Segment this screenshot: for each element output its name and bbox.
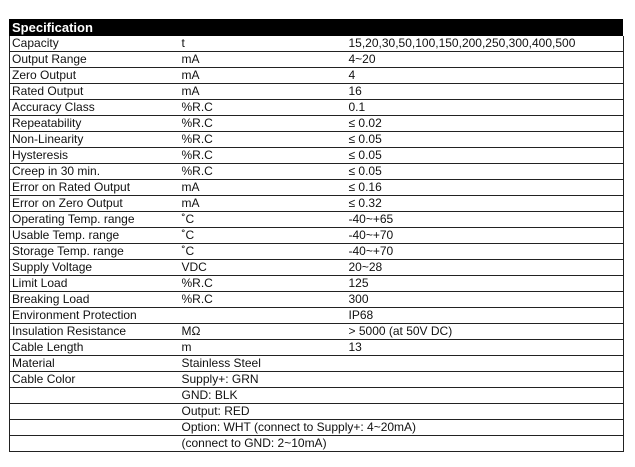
table-row xyxy=(10,68,624,84)
param-name: Output Range xyxy=(10,52,180,68)
param-unit: mA xyxy=(180,196,347,212)
param-name: Accuracy Class xyxy=(10,100,180,116)
param-unit: t xyxy=(180,36,347,52)
param-name: Environment Protection xyxy=(10,308,180,324)
table-row xyxy=(10,132,624,148)
table-row xyxy=(10,388,624,404)
table-row xyxy=(10,420,624,436)
param-unit: ˚C xyxy=(180,228,347,244)
param-unit: mA xyxy=(180,180,347,196)
param-unit: m xyxy=(180,340,347,356)
table-row xyxy=(10,164,624,180)
cable-color-label: Cable Color xyxy=(10,372,180,388)
param-value: IP68 xyxy=(347,308,624,324)
material-label: Material xyxy=(10,356,180,372)
param-name: Error on Zero Output xyxy=(10,196,180,212)
param-value: ≤ 0.32 xyxy=(347,196,624,212)
table-row xyxy=(10,404,624,420)
param-unit: %R.C xyxy=(180,276,347,292)
specification-sheet xyxy=(9,19,623,452)
table-row xyxy=(10,100,624,116)
param-name: Capacity xyxy=(10,36,180,52)
param-unit: %R.C xyxy=(180,164,347,180)
param-value: 4 xyxy=(347,68,624,84)
param-unit: VDC xyxy=(180,260,347,276)
table-row xyxy=(10,292,624,308)
param-value: ≤ 0.05 xyxy=(347,164,624,180)
param-value: ≤ 0.16 xyxy=(347,180,624,196)
table-row xyxy=(10,436,624,452)
param-value: 15,20,30,50,100,150,200,250,300,400,500 xyxy=(347,36,624,52)
param-value: 0.1 xyxy=(347,100,624,116)
table-row xyxy=(10,52,624,68)
param-name: Insulation Resistance xyxy=(10,324,180,340)
param-unit: ˚C xyxy=(180,244,347,260)
param-value: -40~+65 xyxy=(347,212,624,228)
table-row xyxy=(10,340,624,356)
section-title: Specification xyxy=(9,19,623,36)
param-unit: ˚C xyxy=(180,212,347,228)
cable-color-spacer xyxy=(10,420,180,436)
param-name: Creep in 30 min. xyxy=(10,164,180,180)
spec-table xyxy=(9,36,624,452)
spec-table-body xyxy=(10,36,624,452)
param-unit: MΩ xyxy=(180,324,347,340)
table-row xyxy=(10,212,624,228)
cable-color-spacer xyxy=(10,388,180,404)
param-name: Error on Rated Output xyxy=(10,180,180,196)
param-value: -40~+70 xyxy=(347,228,624,244)
param-unit: %R.C xyxy=(180,292,347,308)
table-row xyxy=(10,180,624,196)
param-name: Supply Voltage xyxy=(10,260,180,276)
table-row xyxy=(10,308,624,324)
cable-color-line: Supply+: GRN xyxy=(180,372,624,388)
param-unit: mA xyxy=(180,84,347,100)
param-value: 16 xyxy=(347,84,624,100)
table-row xyxy=(10,324,624,340)
param-name: Rated Output xyxy=(10,84,180,100)
param-name: Limit Load xyxy=(10,276,180,292)
table-row xyxy=(10,260,624,276)
param-name: Zero Output xyxy=(10,68,180,84)
param-unit: mA xyxy=(180,68,347,84)
cable-color-line: GND: BLK xyxy=(180,388,624,404)
param-unit: %R.C xyxy=(180,100,347,116)
param-value: 13 xyxy=(347,340,624,356)
table-row xyxy=(10,372,624,388)
param-unit: %R.C xyxy=(180,132,347,148)
cable-color-line: (connect to GND: 2~10mA) xyxy=(180,436,624,452)
param-name: Usable Temp. range xyxy=(10,228,180,244)
param-name: Operating Temp. range xyxy=(10,212,180,228)
param-name: Hysteresis xyxy=(10,148,180,164)
table-row xyxy=(10,228,624,244)
param-value: -40~+70 xyxy=(347,244,624,260)
param-unit: %R.C xyxy=(180,148,347,164)
param-name: Repeatability xyxy=(10,116,180,132)
param-value: ≤ 0.02 xyxy=(347,116,624,132)
param-name: Non-Linearity xyxy=(10,132,180,148)
cable-color-spacer xyxy=(10,404,180,420)
param-value: 125 xyxy=(347,276,624,292)
param-value: > 5000 (at 50V DC) xyxy=(347,324,624,340)
cable-color-line: Output: RED xyxy=(180,404,624,420)
table-row xyxy=(10,116,624,132)
table-row xyxy=(10,244,624,260)
param-unit: %R.C xyxy=(180,116,347,132)
param-unit xyxy=(180,308,347,324)
table-row xyxy=(10,84,624,100)
param-value: ≤ 0.05 xyxy=(347,132,624,148)
table-row xyxy=(10,276,624,292)
param-name: Storage Temp. range xyxy=(10,244,180,260)
param-name: Cable Length xyxy=(10,340,180,356)
table-row xyxy=(10,356,624,372)
param-value: 300 xyxy=(347,292,624,308)
material-value: Stainless Steel xyxy=(180,356,624,372)
param-value: ≤ 0.05 xyxy=(347,148,624,164)
cable-color-line: Option: WHT (connect to Supply+: 4~20mA) xyxy=(180,420,624,436)
table-row xyxy=(10,36,624,52)
table-row xyxy=(10,196,624,212)
param-value: 4~20 xyxy=(347,52,624,68)
param-value: 20~28 xyxy=(347,260,624,276)
param-unit: mA xyxy=(180,52,347,68)
param-name: Breaking Load xyxy=(10,292,180,308)
table-row xyxy=(10,148,624,164)
cable-color-spacer xyxy=(10,436,180,452)
